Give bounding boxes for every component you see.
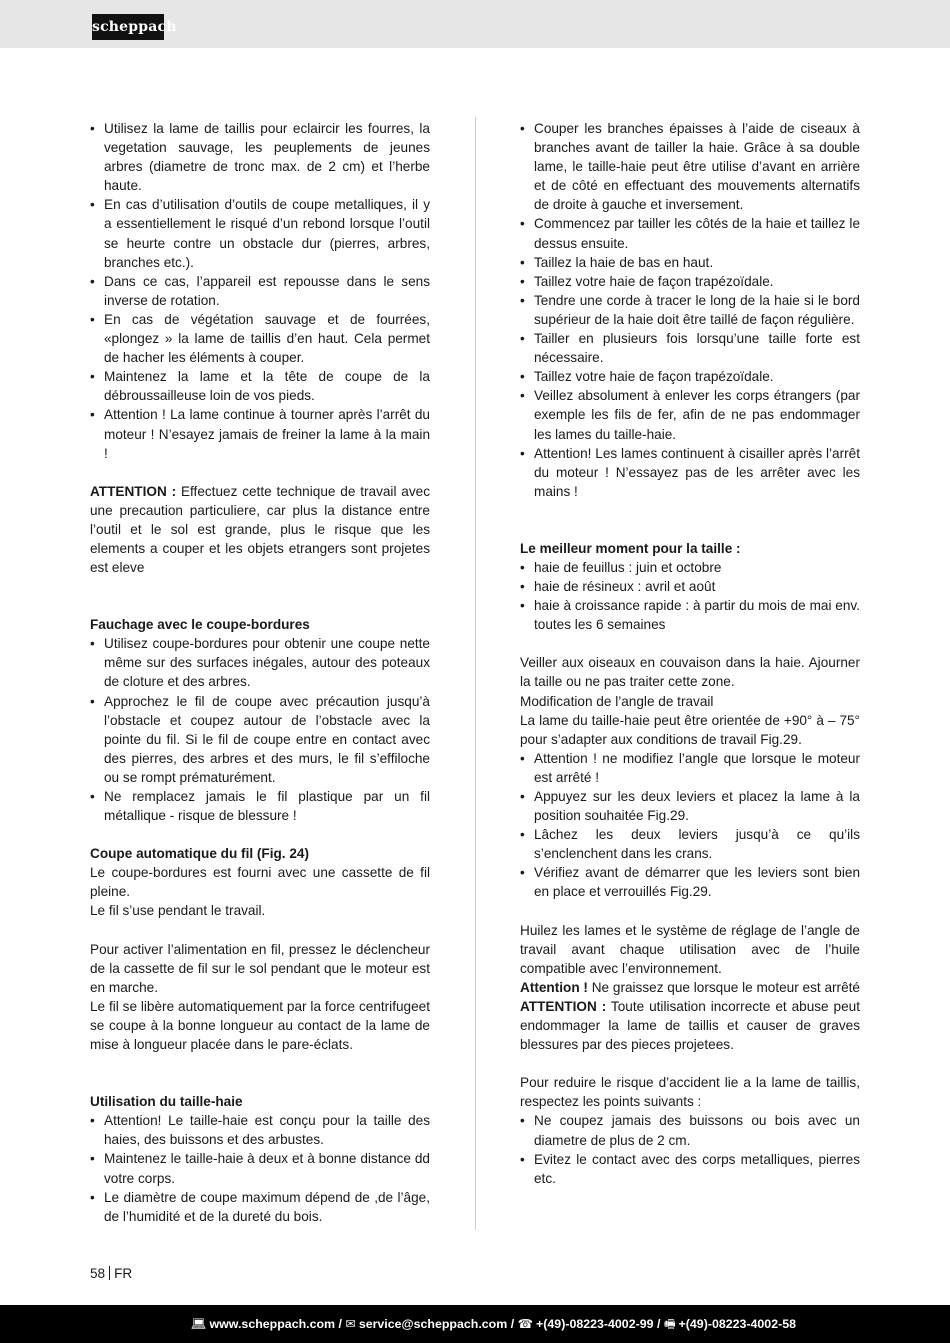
bullet-item: • haie de résineux : avril et août: [520, 577, 860, 596]
bullet-item: • Attention ! ne modifiez l’angle que lorsque le moteur est arrêté !: [520, 749, 860, 787]
bullet-item: • haie à croissance rapide : à partir du mois de mai env. toutes les 6 semaines: [520, 596, 860, 634]
bullet-item: • Tendre une corde à tracer le long de la haie si le bord supérieur de la haie doit être taillé de façon régulière.: [520, 291, 860, 329]
bullet-item: • Taillez votre haie de façon trapézoïdale.: [520, 367, 860, 386]
section-heading: Fauchage avec le coupe-bordures: [90, 617, 310, 633]
spacer: [90, 463, 430, 482]
spacer: [520, 634, 860, 653]
spacer: [90, 921, 430, 940]
bullet-item: • Utilisez la lame de taillis pour eclaircir les fourres, la vegetation sauvage, les peuplements de jeunes arbres (diametre de tronc max. de 2 cm) et l’herbe haute.: [90, 119, 430, 195]
computer-icon: 💻︎: [190, 1317, 207, 1331]
page-separator: [109, 1266, 110, 1280]
bullet-item: • Attention! Les lames continuent à cisailler après l’arrêt du moteur ! N’essayez pas de les arrêter avec les mains !: [520, 444, 860, 501]
bullet-item: • Lâchez les deux leviers jusqu’à ce qu’ils s’enclenchent dans les crans.: [520, 825, 860, 863]
page-footer: [90, 1265, 132, 1283]
warning-text: Toute utilisation incorrecte et abuse peut endommager la lame de taillis et causer de graves blessures par des pieces projetees.: [520, 998, 861, 1053]
paragraph: Le coupe-bordures est fourni avec une cassette de fil pleine.: [90, 865, 430, 900]
paragraph: Modification de l’angle de travail: [520, 693, 714, 709]
fax-icon: 🖷︎: [663, 1317, 676, 1331]
right-column: [520, 119, 860, 1188]
paragraph: Le fil s’use pendant le travail.: [90, 903, 266, 919]
bullet-item: • Taillez la haie de bas en haut.: [520, 253, 860, 272]
phone-number: +(49)-08223-4002-99 /: [536, 1317, 661, 1331]
warning-label: Attention !: [520, 979, 588, 995]
warning-paragraph: [520, 997, 860, 1054]
bullet-item: • Utilisez coupe-bordures pour obtenir une coupe nette même sur des surfaces inégales, autour des poteaux de cloture et des arbres.: [90, 634, 430, 691]
bullet-item: • Ne remplacez jamais le fil plastique par un fil métallique - risque de blessure !: [90, 787, 430, 825]
email-link[interactable]: service@scheppach.com /: [358, 1317, 515, 1331]
bullet-item: • Attention! Le taille-haie est conçu pour la taille des haies, des buissons et des arbustes.: [90, 1111, 430, 1149]
spacer: [520, 501, 860, 539]
spacer: [90, 577, 430, 615]
bullet-item: • Le diamètre de coupe maximum dépend de ,de l’âge, de l’humidité et de la dureté du bois.: [90, 1188, 430, 1226]
bullet-item: • Approchez le fil de coupe avec précaution jusqu’à l’obstacle et coupez autour de l’obstacle avec la pointe du fil. Si le fil de coupe entre en contact avec des pierres, des arbres et des murs, le fil s’effiloche ou se rompt prématurément.: [90, 692, 430, 787]
phone-icon: ☎︎: [517, 1317, 534, 1331]
paragraph: Pour reduire le risque d’accident lie a la lame de taillis, respectez les points suivants :: [520, 1075, 860, 1110]
bullet-item: • Ne coupez jamais des buissons ou bois avec un diametre de plus de 2 cm.: [520, 1111, 860, 1149]
warning-label: ATTENTION :: [90, 483, 177, 499]
spacer: [90, 1054, 430, 1092]
bullet-item: • Tailler en plusieurs fois lorsqu’une taille forte est nécessaire.: [520, 329, 860, 367]
bullet-item: • Veillez absolument à enlever les corps étrangers (par exemple les fils de fer, afin de ne pas endommager les lames du taille-haie.: [520, 386, 860, 443]
spacer: [90, 825, 430, 844]
fax-number: +(49)-08223-4002-58: [678, 1317, 796, 1331]
paragraph: La lame du taille-haie peut être orientée de +90° à – 75° pour s’adapter aux conditions de travail Fig.29.: [520, 712, 860, 747]
website-link[interactable]: www.scheppach.com /: [209, 1317, 342, 1331]
warning-text: Ne graissez que lorsque le moteur est arrêté: [587, 979, 860, 995]
left-column: [90, 119, 430, 1226]
column-divider: [475, 117, 476, 1230]
bullet-item: • Maintenez le taille-haie à deux et à bonne distance dd votre corps.: [90, 1149, 430, 1187]
page-number: 58: [90, 1266, 106, 1281]
brand-logo: scheppach: [92, 14, 164, 40]
bullet-item: • Commencez par tailler les côtés de la haie et taillez le dessus ensuite.: [520, 214, 860, 252]
contact-info: [191, 1305, 796, 1343]
bullet-item: • Evitez le contact avec des corps metalliques, pierres etc.: [520, 1150, 860, 1188]
warning-label: ATTENTION :: [520, 998, 607, 1014]
section-heading: Le meilleur moment pour la taille :: [520, 540, 741, 556]
warning-paragraph: [520, 978, 860, 997]
language-code: FR: [114, 1266, 133, 1281]
bullet-item: • Couper les branches épaisses à l’aide de ciseaux à branches avant de tailler la haie. Grâce à sa double lame, le taille-haie peut être utilise d’avant en arrière et de côté en effectuant des mouvements alternatifs de droite à gauche et inversement.: [520, 119, 860, 214]
contact-bar: [0, 1305, 950, 1343]
section-heading: Coupe automatique du fil (Fig. 24): [90, 846, 310, 862]
bullet-item: • En cas de végétation sauvage et de fourrées, «plongez » la lame de taillis d’en haut. Cela permet de hacher les éléments à couper.: [90, 310, 430, 367]
spacer: [520, 902, 860, 921]
bullet-item: • haie de feuillus : juin et octobre: [520, 558, 860, 577]
paragraph: Pour activer l’alimentation en fil, pressez le déclencheur de la cassette de fil sur le sol pendant que le moteur est en marche.: [90, 941, 430, 995]
bullet-item: • Taillez votre haie de façon trapézoïdale.: [520, 272, 860, 291]
bullet-item: • Attention ! La lame continue à tourner après l’arrêt du moteur ! N’esayez jamais de freiner la lame à la main !: [90, 405, 430, 462]
paragraph: Huilez les lames et le système de réglage de l’angle de travail avant chaque utilisation avec de l’huile compatible avec l’environnement.: [520, 922, 860, 976]
section-heading: Utilisation du taille-haie: [90, 1094, 243, 1110]
warning-paragraph: [90, 482, 430, 577]
warning-text: Effectuez cette technique de travail avec une precaution particuliere, car plus la distance entre l’outil et le sol est grande, plus le risque que les elements a couper et les objets etrangers sont projetes est eleve: [90, 483, 431, 576]
mail-icon: ✉︎: [345, 1317, 356, 1331]
paragraph: Le fil se libère automatiquement par la force centrifugeet se coupe à la bonne longueur au contact de la lame de mise à longueur placée dans le pare-éclats.: [90, 998, 430, 1053]
header-bar: [0, 0, 950, 48]
bullet-item: • Appuyez sur les deux leviers et placez la lame à la position souhaitée Fig.29.: [520, 787, 860, 825]
bullet-item: • Dans ce cas, l’appareil est repousse dans le sens inverse de rotation.: [90, 272, 430, 310]
bullet-item: • Maintenez la lame et la tête de coupe de la débroussailleuse loin de vos pieds.: [90, 367, 430, 405]
spacer: [520, 1054, 860, 1073]
paragraph: Veiller aux oiseaux en couvaison dans la haie. Ajourner la taille ou ne pas traiter cette zone.: [520, 655, 860, 690]
bullet-item: • En cas d’utilisation d’outils de coupe metalliques, il y a essentiellement le risqué d’un rebond lorsque l’outil se heurte contre un obstacle dur (pierres, arbres, branches etc.).: [90, 195, 430, 271]
bullet-item: • Vérifiez avant de démarrer que les leviers sont bien en place et verrouillés Fig.29.: [520, 863, 860, 901]
